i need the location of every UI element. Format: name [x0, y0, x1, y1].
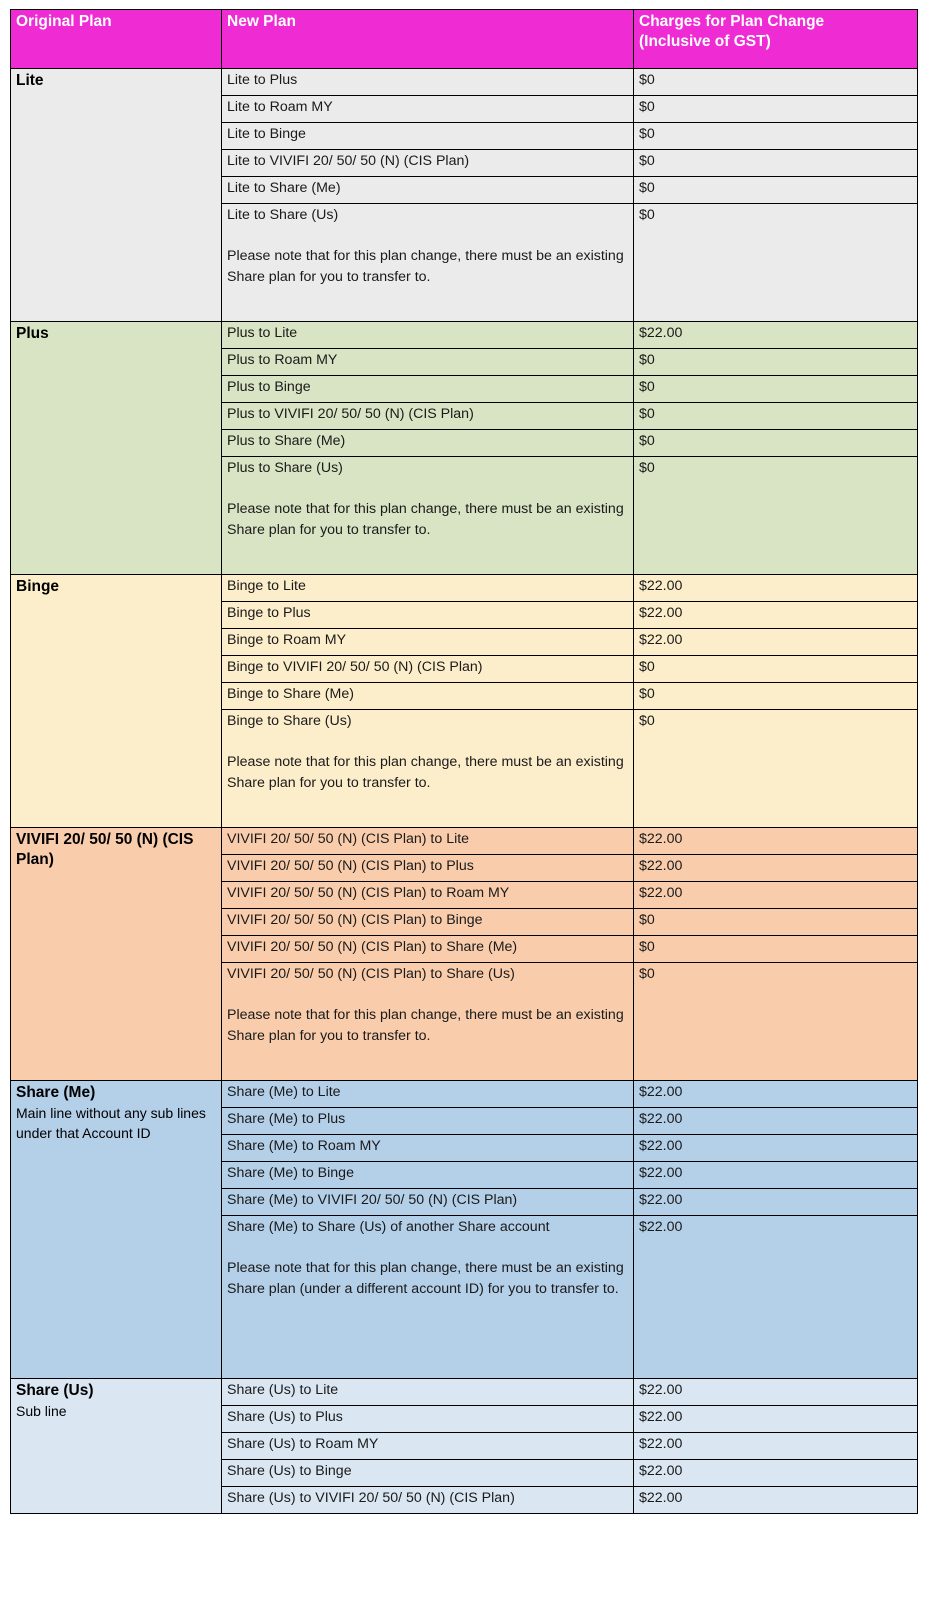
- charge-amount: $0: [639, 966, 655, 982]
- new-plan-cell: [222, 1487, 634, 1514]
- charge-cell: [634, 457, 918, 575]
- new-plan-cell: [222, 430, 634, 457]
- new-plan-cell: [222, 1081, 634, 1108]
- charge-cell: [634, 1189, 918, 1216]
- new-plan-cell: [222, 349, 634, 376]
- new-plan-label: Share (Me) to Roam MY: [227, 1138, 381, 1154]
- new-plan-label: Plus to Binge: [227, 379, 311, 395]
- new-plan-label: VIVIFI 20/ 50/ 50 (N) (CIS Plan) to Lite: [227, 831, 470, 847]
- new-plan-label: Binge to Share (Us): [227, 713, 352, 729]
- charge-amount: $0: [639, 433, 655, 449]
- original-plan-cell-plus: [11, 322, 222, 575]
- charge-amount: $0: [639, 939, 655, 955]
- column-header-new-plan: New Plan: [222, 10, 634, 69]
- plan-change-note: Please note that for this plan change, there must be an existing Share plan for you to transfer to.: [227, 248, 624, 285]
- original-plan-sublabel: Main line without any sub lines under that Account ID: [16, 1104, 206, 1141]
- charge-cell: [634, 96, 918, 123]
- table-header: [11, 10, 918, 69]
- table-body: [11, 69, 918, 1514]
- charge-amount: $22.00: [639, 1192, 683, 1208]
- new-plan-cell: [222, 123, 634, 150]
- new-plan-cell: [222, 69, 634, 96]
- charge-cell: [634, 629, 918, 656]
- charge-cell: [634, 430, 918, 457]
- charge-cell: [634, 204, 918, 322]
- table-row: [11, 69, 918, 96]
- new-plan-label: VIVIFI 20/ 50/ 50 (N) (CIS Plan) to Plus: [227, 858, 474, 874]
- new-plan-label: Share (Me) to VIVIFI 20/ 50/ 50 (N) (CIS Plan): [227, 1192, 518, 1208]
- charge-amount: $0: [639, 207, 655, 223]
- charge-amount: $22.00: [639, 1138, 683, 1154]
- charge-amount: $22.00: [639, 858, 683, 874]
- new-plan-cell: [222, 1162, 634, 1189]
- new-plan-cell: [222, 403, 634, 430]
- plan-change-note: Please note that for this plan change, there must be an existing Share plan for you to transfer to.: [227, 501, 624, 538]
- charge-cell: [634, 150, 918, 177]
- charge-amount: $22.00: [639, 605, 683, 621]
- charge-cell: [634, 1135, 918, 1162]
- new-plan-cell: [222, 322, 634, 349]
- charge-cell: [634, 575, 918, 602]
- charge-amount: $22.00: [639, 1111, 683, 1127]
- charge-amount: $22.00: [639, 1490, 683, 1506]
- charge-cell: [634, 1406, 918, 1433]
- new-plan-label: Lite to Plus: [227, 72, 298, 88]
- original-plan-cell-lite: [11, 69, 222, 322]
- new-plan-label: Share (Me) to Share (Us) of another Share account: [227, 1219, 550, 1235]
- new-plan-label: Plus to VIVIFI 20/ 50/ 50 (N) (CIS Plan): [227, 406, 474, 422]
- original-plan-label: Share (Me): [16, 1084, 96, 1101]
- new-plan-cell: [222, 882, 634, 909]
- charges-header-line1: Charges for Plan Change: [639, 13, 825, 30]
- charge-amount: $22.00: [639, 1219, 683, 1235]
- new-plan-label: Lite to Roam MY: [227, 99, 333, 115]
- charge-amount: $0: [639, 126, 655, 142]
- new-plan-cell: [222, 936, 634, 963]
- plan-change-charges-table: [10, 9, 918, 1514]
- table-row: [11, 322, 918, 349]
- original-plan-cell-binge: [11, 575, 222, 828]
- new-plan-label: Plus to Lite: [227, 325, 298, 341]
- charge-cell: [634, 1460, 918, 1487]
- charge-amount: $22.00: [639, 1436, 683, 1452]
- new-plan-cell: [222, 1216, 634, 1379]
- new-plan-cell: [222, 1135, 634, 1162]
- new-plan-cell: [222, 828, 634, 855]
- table-row: [11, 1379, 918, 1406]
- charge-cell: [634, 909, 918, 936]
- new-plan-label: Share (Us) to Plus: [227, 1409, 343, 1425]
- new-plan-label: VIVIFI 20/ 50/ 50 (N) (CIS Plan) to Share (Us): [227, 966, 515, 982]
- new-plan-cell: [222, 177, 634, 204]
- new-plan-label: Share (Us) to Lite: [227, 1382, 339, 1398]
- charge-amount: $22.00: [639, 1084, 683, 1100]
- new-plan-cell: [222, 710, 634, 828]
- new-plan-label: Share (Us) to VIVIFI 20/ 50/ 50 (N) (CIS Plan): [227, 1490, 515, 1506]
- charge-amount: $22.00: [639, 1382, 683, 1398]
- table-row: [11, 575, 918, 602]
- new-plan-label: Binge to Share (Me): [227, 686, 354, 702]
- charge-cell: [634, 1108, 918, 1135]
- new-plan-label: Lite to Share (Me): [227, 180, 341, 196]
- charge-amount: $22.00: [639, 1165, 683, 1181]
- new-plan-cell: [222, 629, 634, 656]
- header-row: [11, 10, 918, 69]
- charge-amount: $0: [639, 460, 655, 476]
- charge-amount: $22.00: [639, 885, 683, 901]
- charge-cell: [634, 683, 918, 710]
- new-plan-cell: [222, 656, 634, 683]
- charge-cell: [634, 828, 918, 855]
- new-plan-cell: [222, 1460, 634, 1487]
- original-plan-label: VIVIFI 20/ 50/ 50 (N) (CIS Plan): [16, 831, 194, 868]
- table-row: [11, 828, 918, 855]
- new-plan-label: Lite to Binge: [227, 126, 306, 142]
- charge-cell: [634, 602, 918, 629]
- new-plan-label: VIVIFI 20/ 50/ 50 (N) (CIS Plan) to Share (Me): [227, 939, 518, 955]
- new-plan-cell: [222, 1433, 634, 1460]
- new-plan-label: Plus to Roam MY: [227, 352, 338, 368]
- new-plan-cell: [222, 96, 634, 123]
- plan-change-note: Please note that for this plan change, there must be an existing Share plan (under a different account ID) for you to transfer to.: [227, 1260, 624, 1297]
- new-plan-cell: [222, 1108, 634, 1135]
- new-plan-label: Binge to Plus: [227, 605, 311, 621]
- new-plan-label: Share (Me) to Binge: [227, 1165, 354, 1181]
- charge-amount: $0: [639, 99, 655, 115]
- charge-amount: $0: [639, 659, 655, 675]
- plan-change-note: Please note that for this plan change, there must be an existing Share plan for you to transfer to.: [227, 1007, 624, 1044]
- charge-cell: [634, 349, 918, 376]
- charge-cell: [634, 936, 918, 963]
- original-plan-label: Binge: [16, 578, 60, 595]
- new-plan-label: Share (Us) to Binge: [227, 1463, 352, 1479]
- new-plan-cell: [222, 204, 634, 322]
- new-plan-cell: [222, 1379, 634, 1406]
- charge-amount: $0: [639, 352, 655, 368]
- charge-cell: [634, 1433, 918, 1460]
- original-plan-cell-vivifi: [11, 828, 222, 1081]
- charge-cell: [634, 322, 918, 349]
- new-plan-cell: [222, 457, 634, 575]
- charge-amount: $0: [639, 686, 655, 702]
- charge-amount: $0: [639, 713, 655, 729]
- new-plan-label: Binge to Lite: [227, 578, 306, 594]
- new-plan-cell: [222, 376, 634, 403]
- charge-cell: [634, 123, 918, 150]
- new-plan-cell: [222, 575, 634, 602]
- charges-header-line2: (Inclusive of GST): [639, 33, 771, 51]
- original-plan-cell-share-me: [11, 1081, 222, 1379]
- charge-amount: $0: [639, 406, 655, 422]
- charge-amount: $22.00: [639, 831, 683, 847]
- new-plan-label: Lite to Share (Us): [227, 207, 339, 223]
- charge-cell: [634, 882, 918, 909]
- new-plan-cell: [222, 1189, 634, 1216]
- new-plan-label: Plus to Share (Me): [227, 433, 346, 449]
- table-row: [11, 1081, 918, 1108]
- charge-cell: [634, 177, 918, 204]
- original-plan-cell-share-us: [11, 1379, 222, 1514]
- charge-cell: [634, 710, 918, 828]
- new-plan-label: Plus to Share (Us): [227, 460, 343, 476]
- charge-amount: $0: [639, 912, 655, 928]
- column-header-charges: [634, 10, 918, 69]
- charge-cell: [634, 1216, 918, 1379]
- charge-cell: [634, 1081, 918, 1108]
- charge-amount: $0: [639, 379, 655, 395]
- charge-amount: $22.00: [639, 1463, 683, 1479]
- new-plan-cell: [222, 909, 634, 936]
- charge-amount: $22.00: [639, 578, 683, 594]
- plan-change-note: Please note that for this plan change, there must be an existing Share plan for you to transfer to.: [227, 754, 624, 791]
- charge-cell: [634, 403, 918, 430]
- new-plan-cell: [222, 683, 634, 710]
- new-plan-cell: [222, 1406, 634, 1433]
- new-plan-label: Share (Me) to Lite: [227, 1084, 341, 1100]
- new-plan-label: VIVIFI 20/ 50/ 50 (N) (CIS Plan) to Roam MY: [227, 885, 510, 901]
- new-plan-label: Binge to VIVIFI 20/ 50/ 50 (N) (CIS Plan): [227, 659, 483, 675]
- new-plan-label: Lite to VIVIFI 20/ 50/ 50 (N) (CIS Plan): [227, 153, 470, 169]
- original-plan-label: Lite: [16, 72, 44, 89]
- new-plan-cell: [222, 150, 634, 177]
- charge-amount: $22.00: [639, 632, 683, 648]
- new-plan-label: Share (Me) to Plus: [227, 1111, 346, 1127]
- new-plan-cell: [222, 855, 634, 882]
- charge-cell: [634, 1162, 918, 1189]
- charge-cell: [634, 656, 918, 683]
- charge-cell: [634, 376, 918, 403]
- new-plan-cell: [222, 963, 634, 1081]
- original-plan-label: Share (Us): [16, 1382, 94, 1399]
- new-plan-label: Share (Us) to Roam MY: [227, 1436, 379, 1452]
- charge-amount: $22.00: [639, 325, 683, 341]
- charge-amount: $0: [639, 153, 655, 169]
- charge-amount: $0: [639, 72, 655, 88]
- charge-cell: [634, 69, 918, 96]
- charge-amount: $0: [639, 180, 655, 196]
- new-plan-cell: [222, 602, 634, 629]
- charge-cell: [634, 1487, 918, 1514]
- charge-cell: [634, 1379, 918, 1406]
- new-plan-label: Binge to Roam MY: [227, 632, 347, 648]
- charge-cell: [634, 963, 918, 1081]
- column-header-original-plan: Original Plan: [11, 10, 222, 69]
- charge-cell: [634, 855, 918, 882]
- charge-amount: $22.00: [639, 1409, 683, 1425]
- original-plan-label: Plus: [16, 325, 49, 342]
- new-plan-label: VIVIFI 20/ 50/ 50 (N) (CIS Plan) to Binge: [227, 912, 483, 928]
- original-plan-sublabel: Sub line: [16, 1402, 67, 1419]
